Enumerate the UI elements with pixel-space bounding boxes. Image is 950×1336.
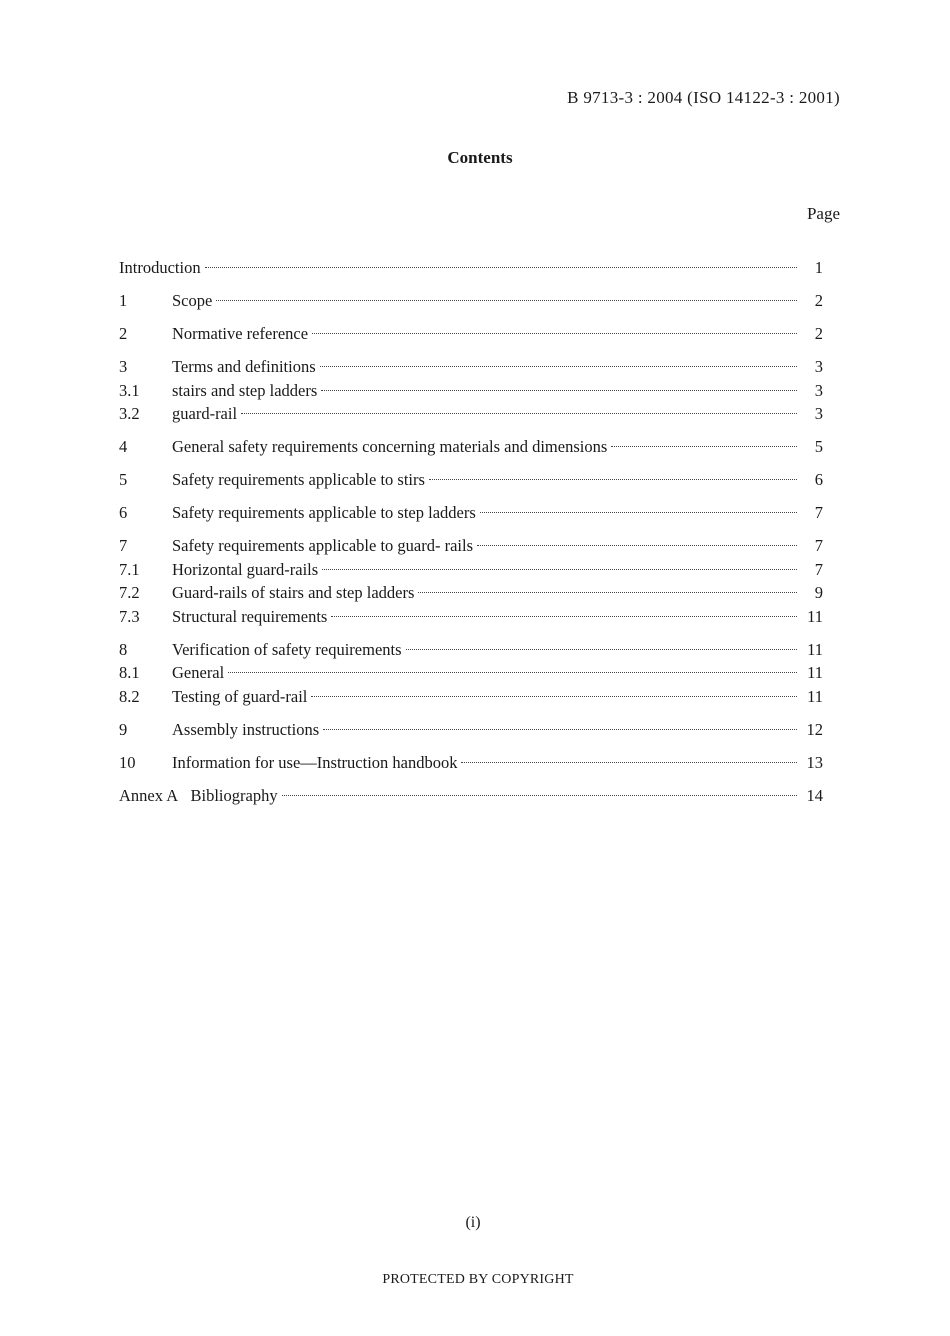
toc-entry-number: 7.2 bbox=[119, 583, 140, 602]
toc-entry-page: 14 bbox=[806, 785, 823, 805]
table-of-contents bbox=[119, 258, 823, 809]
dot-leader bbox=[321, 390, 797, 391]
toc-entry-title: Verification of safety requirements bbox=[172, 639, 402, 659]
toc-entry-page: 3 bbox=[814, 380, 823, 400]
toc-entry-number: 6 bbox=[119, 503, 128, 522]
toc-entry-page: 2 bbox=[814, 324, 823, 343]
toc-entry-number: 7.1 bbox=[119, 559, 140, 579]
toc-entry-number: 3 bbox=[119, 357, 128, 376]
toc-entry-title: Assembly instructions bbox=[172, 719, 320, 739]
toc-entry[interactable] bbox=[119, 663, 823, 687]
dot-leader bbox=[406, 649, 797, 650]
toc-entry[interactable] bbox=[119, 404, 823, 428]
dot-leader bbox=[322, 569, 797, 570]
dot-leader bbox=[477, 545, 797, 546]
dot-leader bbox=[418, 592, 797, 593]
toc-entry-page: 3 bbox=[814, 357, 823, 376]
toc-entry-title: General safety requirements concerning materials and dimensions bbox=[172, 437, 608, 456]
toc-entry-page: 11 bbox=[807, 686, 823, 706]
toc-entry[interactable] bbox=[119, 560, 823, 584]
toc-entry-page: 5 bbox=[814, 437, 823, 456]
toc-entry[interactable] bbox=[119, 503, 823, 527]
toc-entry[interactable] bbox=[119, 753, 823, 777]
toc-entry-number: 2 bbox=[119, 324, 128, 343]
toc-entry-page: 12 bbox=[806, 719, 823, 739]
toc-entry-title: Normative reference bbox=[172, 324, 309, 343]
toc-entry-title: Safety requirements applicable to stirs bbox=[172, 470, 425, 489]
dot-leader bbox=[480, 512, 797, 513]
dot-leader bbox=[312, 333, 797, 334]
toc-entry-page: 11 bbox=[807, 606, 823, 626]
toc-entry-page: 1 bbox=[814, 258, 823, 277]
toc-entry[interactable] bbox=[119, 357, 823, 381]
toc-entry[interactable] bbox=[119, 536, 823, 560]
toc-entry-title: Terms and definitions bbox=[172, 357, 316, 376]
toc-entry-number: 4 bbox=[119, 437, 128, 456]
toc-entry-title: guard-rail bbox=[172, 404, 238, 423]
toc-entry-number: 5 bbox=[119, 470, 128, 489]
toc-entry-title: Annex A Bibliography bbox=[119, 785, 278, 805]
dot-leader bbox=[323, 729, 797, 730]
toc-entry-page: 3 bbox=[814, 404, 823, 423]
toc-entry-title: Safety requirements applicable to step ladders bbox=[172, 503, 476, 522]
toc-entry[interactable] bbox=[119, 324, 823, 348]
toc-entry[interactable] bbox=[119, 720, 823, 744]
toc-entry-title: Safety requirements applicable to guard- rails bbox=[172, 536, 474, 555]
toc-entry-number: 1 bbox=[119, 291, 128, 310]
toc-entry-page: 6 bbox=[814, 470, 823, 489]
toc-entry-page: 11 bbox=[807, 663, 823, 682]
toc-entry-number: 10 bbox=[119, 752, 136, 772]
dot-leader bbox=[228, 672, 797, 673]
toc-entry-title: Guard-rails of stairs and step ladders bbox=[172, 583, 415, 602]
toc-entry-number: 8 bbox=[119, 639, 128, 659]
toc-entry-page: 13 bbox=[806, 752, 823, 772]
toc-entry-title: Testing of guard-rail bbox=[172, 686, 308, 706]
toc-entry-number: 9 bbox=[119, 719, 128, 739]
toc-entry-title: Information for use—Instruction handbook bbox=[172, 752, 458, 772]
toc-entry-number: 8.2 bbox=[119, 686, 140, 706]
toc-entry[interactable] bbox=[119, 607, 823, 631]
toc-entry[interactable] bbox=[119, 470, 823, 494]
toc-entry-number: 8.1 bbox=[119, 663, 140, 682]
toc-entry[interactable] bbox=[119, 291, 823, 315]
toc-entry[interactable] bbox=[119, 381, 823, 405]
dot-leader bbox=[241, 413, 797, 414]
toc-entry-title: Structural requirements bbox=[172, 606, 328, 626]
dot-leader bbox=[461, 762, 797, 763]
toc-entry-page: 7 bbox=[814, 559, 823, 579]
dot-leader bbox=[311, 696, 797, 697]
toc-entry[interactable] bbox=[119, 640, 823, 664]
toc-entry-title: Horizontal guard-rails bbox=[172, 559, 319, 579]
toc-entry-introduction[interactable] bbox=[119, 258, 823, 282]
dot-leader bbox=[205, 267, 797, 268]
dot-leader bbox=[320, 366, 797, 367]
toc-entry-number: 7 bbox=[119, 536, 128, 555]
copyright-notice: PROTECTED BY COPYRIGHT bbox=[382, 1272, 574, 1287]
toc-entry-page: 7 bbox=[814, 503, 823, 522]
toc-entry-title: Scope bbox=[172, 291, 213, 310]
toc-entry-page: 11 bbox=[807, 639, 823, 659]
toc-entry-number: 7.3 bbox=[119, 606, 140, 626]
toc-entry[interactable] bbox=[119, 583, 823, 607]
toc-entry-annex-a[interactable] bbox=[119, 786, 823, 810]
toc-entry-page: 7 bbox=[814, 536, 823, 555]
dot-leader bbox=[429, 479, 797, 480]
dot-leader bbox=[331, 616, 797, 617]
document-identifier: B 9713-3 : 2004 (ISO 14122-3 : 2001) bbox=[567, 88, 840, 107]
dot-leader bbox=[282, 795, 797, 796]
dot-leader bbox=[216, 300, 797, 301]
toc-entry[interactable] bbox=[119, 437, 823, 461]
toc-entry-number: 3.1 bbox=[119, 380, 140, 400]
dot-leader bbox=[611, 446, 797, 447]
toc-entry-title: Introduction bbox=[119, 258, 201, 277]
page-column-label: Page bbox=[806, 204, 840, 223]
toc-entry-title: stairs and step ladders bbox=[172, 380, 318, 400]
toc-entry-page: 9 bbox=[814, 583, 823, 602]
toc-entry-page: 2 bbox=[814, 291, 823, 310]
contents-heading: Contents bbox=[447, 148, 513, 167]
toc-entry[interactable] bbox=[119, 687, 823, 711]
page-number: (i) bbox=[465, 1214, 481, 1231]
toc-entry-number: 3.2 bbox=[119, 404, 140, 423]
toc-entry-title: General bbox=[172, 663, 225, 682]
